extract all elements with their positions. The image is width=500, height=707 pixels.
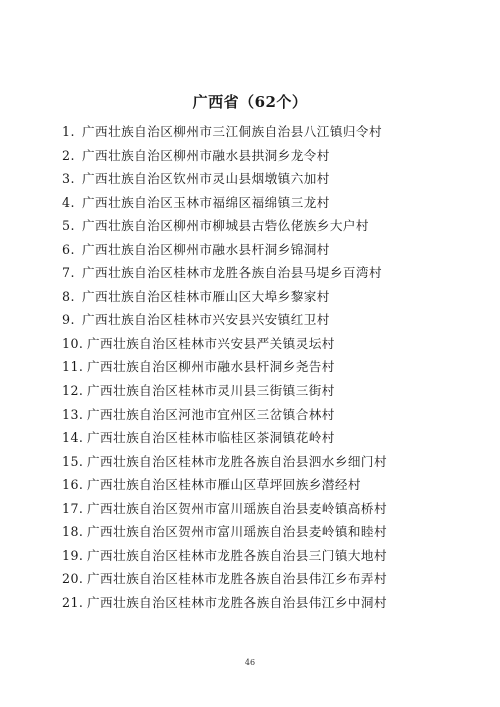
list-item	[62, 285, 462, 309]
item-text: 广西壮族自治区桂林市龙胜各族自治县马堤乡百湾村	[82, 265, 383, 281]
item-text: 广西壮族自治区钦州市灵山县烟墩镇六加村	[82, 171, 330, 187]
item-number: 3.	[62, 171, 75, 187]
item-number: 21.	[62, 594, 84, 610]
item-number: 6.	[62, 241, 75, 257]
list-item	[62, 379, 462, 403]
list-item	[62, 332, 462, 356]
item-number: 9.	[62, 312, 75, 328]
item-text: 广西壮族自治区贺州市富川瑶族自治县麦岭镇和睦村	[87, 524, 388, 540]
item-text: 广西壮族自治区玉林市福绵区福绵镇三龙村	[82, 194, 330, 210]
list-item	[62, 520, 462, 544]
item-number: 1.	[62, 124, 75, 139]
item-number: 15.	[62, 453, 84, 469]
item-text: 广西壮族自治区桂林市龙胜各族自治县泗水乡细门村	[87, 453, 388, 469]
item-number: 13.	[62, 406, 84, 422]
item-text: 广西壮族自治区河池市宜州区三岔镇合林村	[87, 406, 335, 422]
item-number: 11.	[62, 359, 84, 375]
list-item	[62, 214, 462, 238]
item-text: 广西壮族自治区桂林市龙胜各族自治县三门镇大地村	[87, 547, 388, 563]
list-item	[62, 120, 462, 144]
item-text: 广西壮族自治区桂林市龙胜各族自治县伟江乡布弄村	[87, 571, 388, 587]
page-number: 46	[244, 658, 256, 667]
list-item	[62, 144, 462, 168]
item-text: 广西壮族自治区桂林市龙胜各族自治县伟江乡中洞村	[87, 594, 388, 610]
list-item	[62, 191, 462, 215]
item-number: 5.	[62, 218, 75, 234]
item-text: 广西壮族自治区桂林市临桂区茶洞镇花岭村	[87, 430, 335, 446]
item-text: 广西壮族自治区桂林市兴安县严关镇灵坛村	[87, 335, 335, 351]
item-number: 20.	[62, 571, 84, 587]
item-text: 广西壮族自治区贺州市富川瑶族自治县麦岭镇高桥村	[87, 500, 388, 516]
item-number: 7.	[62, 265, 75, 281]
list-item	[62, 403, 462, 427]
list-item	[62, 497, 462, 521]
item-text: 广西壮族自治区柳州市三江侗族自治县八江镇归令村	[82, 124, 383, 139]
item-number: 10.	[62, 335, 84, 351]
list-item	[62, 450, 462, 474]
list-item	[62, 544, 462, 568]
list-item	[62, 261, 462, 285]
list-item	[62, 591, 462, 615]
list-item	[62, 426, 462, 450]
item-text: 广西壮族自治区桂林市灵川县三街镇三街村	[87, 383, 335, 399]
village-list	[62, 120, 462, 614]
list-item	[62, 167, 462, 191]
item-number: 19.	[62, 547, 84, 563]
item-text: 广西壮族自治区桂林市兴安县兴安镇红卫村	[82, 312, 330, 328]
list-item	[62, 567, 462, 591]
list-item	[62, 355, 462, 379]
item-number: 2.	[62, 147, 75, 163]
list-item	[62, 308, 462, 332]
item-text: 广西壮族自治区桂林市雁山区草坪回族乡潜经村	[87, 477, 361, 493]
item-number: 8.	[62, 288, 75, 304]
section-heading: 广西省（62个）	[192, 93, 308, 111]
item-number: 16.	[62, 477, 84, 493]
item-text: 广西壮族自治区柳州市融水县杆洞乡尧告村	[87, 359, 335, 375]
item-text: 广西壮族自治区柳州市融水县拱洞乡龙令村	[82, 147, 330, 163]
item-number: 17.	[62, 500, 84, 516]
item-text: 广西壮族自治区柳州市融水县杆洞乡锦洞村	[82, 241, 330, 257]
list-item	[62, 238, 462, 262]
item-number: 18.	[62, 524, 84, 540]
item-text: 广西壮族自治区柳州市柳城县古砦仫佬族乡大户村	[82, 218, 369, 234]
item-number: 12.	[62, 383, 84, 399]
item-number: 14.	[62, 430, 84, 446]
list-item	[62, 473, 462, 497]
item-number: 4.	[62, 194, 75, 210]
item-text: 广西壮族自治区桂林市雁山区大埠乡黎家村	[82, 288, 330, 304]
